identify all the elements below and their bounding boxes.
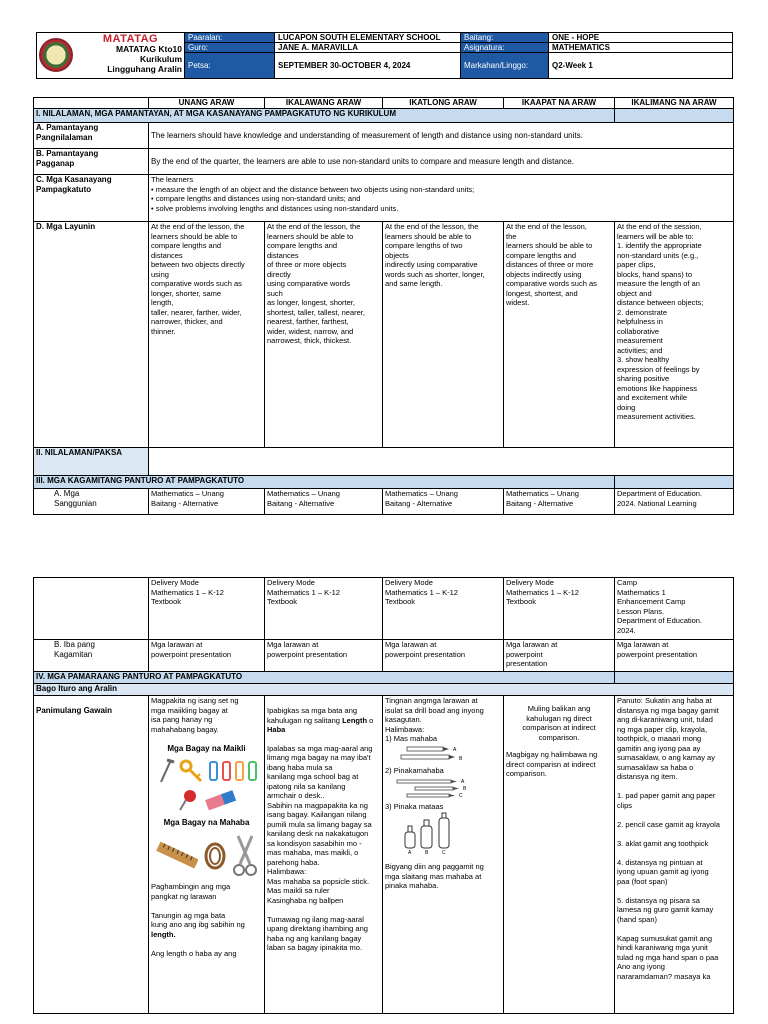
row-a-label: A. Pamantayang Pangnilalaman xyxy=(34,123,149,149)
header-table xyxy=(36,32,733,79)
day-header-4: IKAAPAT NA ARAW xyxy=(504,98,615,109)
iba-day-2: Mga larawan at powerpoint presentation xyxy=(265,640,383,672)
asignatura-value: MATHEMATICS xyxy=(549,43,733,53)
panimula-day-4 xyxy=(504,696,615,1014)
iba-label: B. Iba pang Kagamitan xyxy=(34,640,149,672)
row-a-text: The learners should have knowledge and understanding of measurement of length and distance using non-standard units. xyxy=(149,123,734,149)
row-b-text: By the end of the quarter, the learners are able to use non-standard units to compare and measure length and distance. xyxy=(149,149,734,175)
layunin-day-4: At the end of the lesson, the learners should be able to compare lengths and distances of three or more objects indirectly using comparative words such as longest, shortest, and widest. xyxy=(504,222,615,448)
pencil-label: A xyxy=(453,746,457,753)
nail-icon xyxy=(157,758,175,784)
petsa-value: SEPTEMBER 30-OCTOBER 4, 2024 xyxy=(275,53,461,79)
p1-intro: Magpakita ng isang set ng mga maiikling bagay at isa pang hanay ng mahahabang bagay. xyxy=(151,696,239,734)
short-objects-row-1 xyxy=(151,758,262,784)
section-1-heading: I. NILALAMAN, MGA PAMANTAYAN, AT MGA KASANAYANG PAMPAGKATUTO NG KURIKULUM xyxy=(34,109,615,123)
sanggunian-label: A. Mga Sanggunian xyxy=(34,489,149,515)
short-objects-row-2 xyxy=(151,788,262,812)
iba-day-5: Mga larawan at powerpoint presentation xyxy=(615,640,734,672)
p4-b: Magbigay ng halimbawa ng direct comparisn at indirect comparison. xyxy=(506,750,598,778)
p1-mahaba-title: Mga Bagay na Mahaba xyxy=(163,818,250,827)
p3-intro: Tingnan angmga larawan at isulat sa drill boad ang inyong kasagutan. Halimbawa: 1) Mas mahaba xyxy=(385,696,484,743)
sanggunian-cont-day-1: Delivery Mode Mathematics 1 – K-12 Textbook xyxy=(149,578,265,640)
p2-o: o xyxy=(367,715,374,725)
p1-length: length. xyxy=(151,929,176,939)
baitang-label: Baitang: xyxy=(461,33,549,43)
sanggunian-day-1: Mathematics – Unang Baitang - Alternative xyxy=(149,489,265,515)
paper-clip-icon xyxy=(222,761,231,781)
lesson-plan-table-2 xyxy=(33,577,734,1014)
bottle-label: C xyxy=(442,849,446,856)
curriculum-line3: Lingguhang Aralin xyxy=(107,64,182,74)
pencils-three-icon xyxy=(385,776,495,800)
section-2-heading: II. NILALAMAN/PAKSA xyxy=(34,448,149,476)
iba-day-1: Mga larawan at powerpoint presentation xyxy=(149,640,265,672)
iba-day-3: Mga larawan at powerpoint presentation xyxy=(383,640,504,672)
eraser-icon xyxy=(203,790,237,810)
pencils-two-icon xyxy=(385,744,495,764)
sanggunian-cont-day-5: Camp Mathematics 1 Enhancement Camp Lesson Plans. Department of Education. 2024. xyxy=(615,578,734,640)
paper-clip-icon xyxy=(248,761,257,781)
p2-intro: Ipabigkas sa mga bata ang kahulugan ng salitang xyxy=(267,706,358,725)
layunin-day-5: At the end of the session, learners will be able to: 1. identify the appropriate non-standard units (e.g., paper clips, blocks, hand spans) to measure the length of an object and distance between objects; 2. demonstrate helpfulness in collaborative measurement activities; and 3. show healthy expression of feelings by sharing positive emotions like happiness and excitement while doing measurement activities. xyxy=(615,222,734,448)
curriculum-line1: MATATAG Kto10 xyxy=(116,44,182,54)
pencil-label: A xyxy=(461,778,465,785)
matatag-logo: MATATAG xyxy=(102,33,159,45)
panimula-day-5: Panuto: Sukatin ang haba at distansya ng mga bagay gamit ang di-karaniwang unit, tulad ng mga paper clip, krayola, toothpick, o maaari mong gamitin ang iyong paa ay sumasaklaw, o ang kamay ay sumasaklaw sa haba o distansya ng item. 1. pad paper gamit ang paper clips 2. pencil case gamit ag krayola 3. aklat gamit ang toothpick 4. distansya ng pintuan at iyong upuan gamit ag iyong paa (foot span) 5. distansya ng pisara sa lamesa ng guro gamit kamay (hand span) Kapag sumusukat gamit ang hindi karaniwang mga yunit tulad ng mga hand span o paa Ano ang iyong nararamdaman? masaya ka xyxy=(615,696,734,1014)
p2-body: Ipalabas sa mga mag-aaral ang limang mga bagay na may iba't ibang haba mula sa kanilang mga school bag at ipatong nila sa kanilang armchair o desk.. Sabihin na magpapakita ka ng isang bagay. Kailangan nilang pumili mula sa limang bagay sa kanilang desk na nakakatugon sa kondisyon sasabihin mo - mas mahaba, mas maikli, o parehong haba. Halimbawa: Mas mahaba sa popsicle stick. Mas maikli sa ruler Kasinghaba ng ballpen Tumawag ng ilang mag-aaral upang direktang ihambing ang haba ng ang kanilang bagay laban sa bagay ipinakita mo. xyxy=(267,743,373,952)
panimula-day-3 xyxy=(383,696,504,1014)
p4-a: Muling balikan ang kahulugan ng direct comparison at indirect comparison. xyxy=(522,704,596,742)
push-pin-icon xyxy=(177,788,199,812)
panimula-day-1 xyxy=(149,696,265,1014)
lesson-plan-table-1 xyxy=(33,97,734,515)
bottles-icon xyxy=(385,812,495,856)
guro-label: Guro: xyxy=(185,43,275,53)
guro-value: JANE A. MARAVILLA xyxy=(275,43,461,53)
panimula-day-2 xyxy=(265,696,383,1014)
sanggunian-day-4: Mathematics – Unang Baitang - Alternative xyxy=(504,489,615,515)
layunin-day-2: At the end of the lesson, the learners should be able to compare lengths and distances of three or more objects directly using comparative words such as longer, longest, shorter, shortest, taller, tallest, nearer, nearest, farther, farthest, wider, widest, narrow, and narrowest, thick, thickest. xyxy=(265,222,383,448)
bottle-label: B xyxy=(425,849,429,856)
section-3-heading: III. MGA KAGAMITANG PANTURO AT PAMPAGKATUTO xyxy=(34,476,615,489)
p1-maikli-title: Mga Bagay na Maikli xyxy=(167,744,246,753)
scissors-icon xyxy=(232,834,258,878)
key-icon xyxy=(179,758,205,784)
day-header-5: IKALIMANG NA ARAW xyxy=(615,98,734,109)
rope-icon xyxy=(202,836,228,876)
bottle-label: A xyxy=(408,849,412,856)
baitang-value: ONE - HOPE xyxy=(549,33,733,43)
pencil-label: C xyxy=(459,792,463,799)
p2-length-word: Length xyxy=(342,715,368,725)
paper-clip-icon xyxy=(235,761,244,781)
sanggunian-day-5: Department of Education. 2024. National Learning xyxy=(615,489,734,515)
deped-seal-icon xyxy=(39,38,73,72)
petsa-label: Petsa: xyxy=(185,53,275,79)
p3-item-2: 2) Pinakamahaba xyxy=(385,766,444,775)
paper-clip-icon xyxy=(209,761,218,781)
bago-heading: Bago Ituro ang Aralin xyxy=(34,684,734,696)
day-header-2: IKALAWANG ARAW xyxy=(265,98,383,109)
layunin-day-3: At the end of the lesson, the learners should be able to compare lengths of two objects indirectly using comparative words such as shorter, longer, and same length. xyxy=(383,222,504,448)
p2-haba: Haba xyxy=(267,725,286,734)
curriculum-line2: Kurikulum xyxy=(139,54,182,64)
header-logo-cell xyxy=(37,33,185,79)
pencil-label: B xyxy=(463,785,467,792)
sanggunian-cont-day-4: Delivery Mode Mathematics 1 – K-12 Textbook xyxy=(504,578,615,640)
section-4-heading: IV. MGA PAMARAANG PANTURO AT PAMPAGKATUTO xyxy=(34,672,615,684)
p3-end: Bigyang diin ang paggamit ng mga slaitang mas mahaba at pinaka mahaba. xyxy=(385,862,484,890)
layunin-day-1: At the end of the lesson, the learners should be able to compare lengths and distances between two objects directly using comparative words such as longer, shorter, same length, taller, nearer, farther, wider, narrower, thicker, and thinner. xyxy=(149,222,265,448)
paaralan-label: Paaralan: xyxy=(185,33,275,43)
paaralan-value: LUCAPON SOUTH ELEMENTARY SCHOOL xyxy=(275,33,461,43)
day-header-1: UNANG ARAW xyxy=(149,98,265,109)
p1-after: Paghambingin ang mga pangkat ng larawan Tanungin ag mga bata kung ano ang ibg sabihin ng xyxy=(151,882,245,929)
markahan-value: Q2-Week 1 xyxy=(549,53,733,79)
panimula-label: Panimulang Gawain xyxy=(34,696,149,1014)
row-b-label: B. Pamantayang Pagganap xyxy=(34,149,149,175)
p1-last: Ang length o haba ay ang xyxy=(151,949,237,958)
iba-day-4: Mga larawan at powerpoint presentation xyxy=(504,640,615,672)
sanggunian-day-3: Mathematics – Unang Baitang - Alternative xyxy=(383,489,504,515)
asignatura-label: Asignatura: xyxy=(461,43,549,53)
row-d-label: D. Mga Layunin xyxy=(34,222,149,448)
sanggunian-cont-day-3: Delivery Mode Mathematics 1 – K-12 Textbook xyxy=(383,578,504,640)
long-objects-row xyxy=(151,834,262,878)
sanggunian-cont-day-2: Delivery Mode Mathematics 1 – K-12 Textbook xyxy=(265,578,383,640)
row-c-text: The learners • measure the length of an object and the distance between two objects using non-standard units; • compare lengths and distances using non-standard units; and • solve problems involving lengths and distances using non-standard units. xyxy=(149,175,734,222)
pencil-label: B xyxy=(459,755,463,762)
p3-item-3: 3) Pinaka mataas xyxy=(385,802,444,811)
sanggunian-day-2: Mathematics – Unang Baitang - Alternative xyxy=(265,489,383,515)
row-c-label: C. Mga Kasanayang Pampagkatuto xyxy=(34,175,149,222)
markahan-label: Markahan/Linggo: xyxy=(461,53,549,79)
ruler-icon xyxy=(156,834,198,878)
day-header-3: IKATLONG ARAW xyxy=(383,98,504,109)
